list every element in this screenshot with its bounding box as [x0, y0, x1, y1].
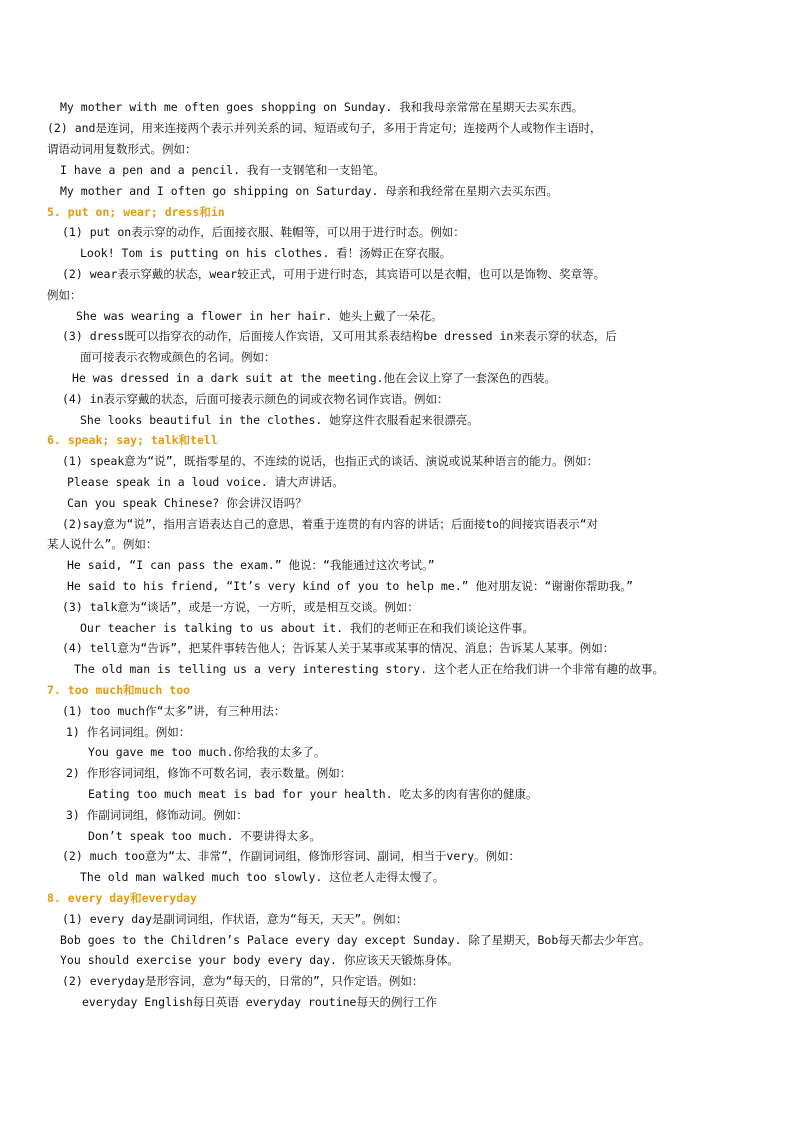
- explanation-line: (2) everyday是形容词，意为“每天的，日常的”，只作定语。例如：: [62, 974, 424, 988]
- example-sentence: You should exercise your body every day. 你应该天天锻炼身体。: [60, 953, 459, 967]
- explanation-line: (3) dress既可以指穿衣的动作，后面接人作宾语，又可用其系表结构be dressed in来表示穿的状态，后: [62, 329, 617, 343]
- explanation-line: (2) much too意为“太、非常”，作副词词组，修饰形容词、副词，相当于very。例如：: [62, 849, 521, 863]
- example-sentence: The old man walked much too slowly. 这位老人走得太慢了。: [80, 870, 445, 884]
- explanation-line: (1) speak意为“说”，既指零星的、不连续的说话，也指正式的谈话、演说或说某种语言的能力。例如：: [62, 454, 599, 468]
- section-heading: 8. every day和everyday: [47, 891, 197, 905]
- explanation-line: 2) 作形容词词组，修饰不可数名词，表示数量。例如：: [66, 766, 352, 780]
- explanation-line: (2) and是连词，用来连接两个表示并列关系的词、短语或句子，多用于肯定句；连接两个人或物作主语时，: [47, 121, 602, 135]
- example-sentence: Look! Tom is putting on his clothes. 看！汤姆正在穿衣服。: [80, 246, 452, 260]
- explanation-line: 某人说什么”。例如：: [47, 537, 158, 551]
- example-sentence: He said to his friend, “It’s very kind of you to help me.” 他对朋友说：“谢谢你帮助我。”: [67, 579, 634, 593]
- explanation-line: (2) wear表示穿戴的状态，wear较正式，可用于进行时态，其宾语可以是衣帽，也可以是饰物、奖章等。: [62, 267, 606, 281]
- example-sentence: Eating too much meat is bad for your health. 吃太多的肉有害你的健康。: [88, 787, 538, 801]
- explanation-line: 谓语动词用复数形式。例如：: [47, 142, 197, 156]
- example-sentence: Bob goes to the Children’s Palace every day except Sunday. 除了星期天，Bob每天都去少年宫。: [60, 933, 651, 947]
- explanation-line: 1) 作名词词组。例如：: [66, 725, 191, 739]
- example-sentence: Our teacher is talking to us about it. 我们的老师正在和我们谈论这件事。: [80, 621, 535, 635]
- explanation-line: (4) in表示穿戴的状态，后面可接表示颜色的词或衣物名词作宾语。例如：: [62, 392, 449, 406]
- section-heading: 7. too much和much too: [47, 683, 191, 697]
- explanation-line: (2)say意为“说”，指用言语表达自己的意思，着重于连贯的有内容的讲话；后面接to的间接宾语表示“对: [62, 517, 599, 531]
- explanation-line: (4) tell意为“告诉”，把某件事转告他人；告诉某人关于某事或某事的情况、消息；告诉某人某事。例如：: [62, 641, 615, 655]
- example-sentence: The old man is telling us a very interesting story. 这个老人正在给我们讲一个非常有趣的故事。: [74, 662, 665, 676]
- example-sentence: My mother with me often goes shopping on Sunday. 我和我母亲常常在星期天去买东西。: [60, 100, 584, 114]
- example-sentence: My mother and I often go shipping on Saturday. 母亲和我经常在星期六去买东西。: [60, 184, 558, 198]
- explanation-line: 3) 作副词词组，修饰动词。例如：: [66, 808, 248, 822]
- explanation-line: (3) talk意为“谈话”，或是一方说，一方听，或是相互交谈。例如：: [62, 600, 419, 614]
- explanation-line: (1) too much作“太多”讲，有三种用法：: [62, 704, 286, 718]
- explanation-line: 面可接表示衣物或颜色的名词。例如：: [80, 350, 276, 364]
- section-heading: 6. speak; say; talk和tell: [47, 433, 218, 447]
- example-sentence: I have a pen and a pencil. 我有一支钢笔和一支铅笔。: [60, 163, 385, 177]
- explanation-line: (1) put on表示穿的动作，后面接衣服、鞋帽等，可以用于进行时态。例如：: [62, 225, 465, 239]
- example-sentence: Please speak in a loud voice. 请大声讲话。: [67, 475, 344, 489]
- explanation-line: 例如：: [47, 288, 82, 302]
- example-sentence: She was wearing a flower in her hair. 她头上戴了一朵花。: [76, 309, 443, 323]
- example-sentence: Can you speak Chinese? 你会讲汉语吗？: [67, 496, 307, 510]
- example-sentence: He said, “I can pass the exam.” 他说：“我能通过这次考试。”: [67, 558, 435, 572]
- example-sentence: everyday English每日英语 everyday routine每天的例行工作: [82, 995, 437, 1009]
- example-sentence: You gave me too much.你给我的太多了。: [88, 745, 326, 759]
- example-sentence: Don’t speak too much. 不要讲得太多。: [88, 829, 321, 843]
- explanation-line: (1) every day是副词词组，作状语，意为“每天，天天”。例如：: [62, 912, 408, 926]
- section-heading: 5. put on; wear; dress和in: [47, 205, 225, 219]
- example-sentence: She looks beautiful in the clothes. 她穿这件衣服看起来很漂亮。: [80, 413, 479, 427]
- example-sentence: He was dressed in a dark suit at the meeting.他在会议上穿了一套深色的西装。: [72, 371, 557, 385]
